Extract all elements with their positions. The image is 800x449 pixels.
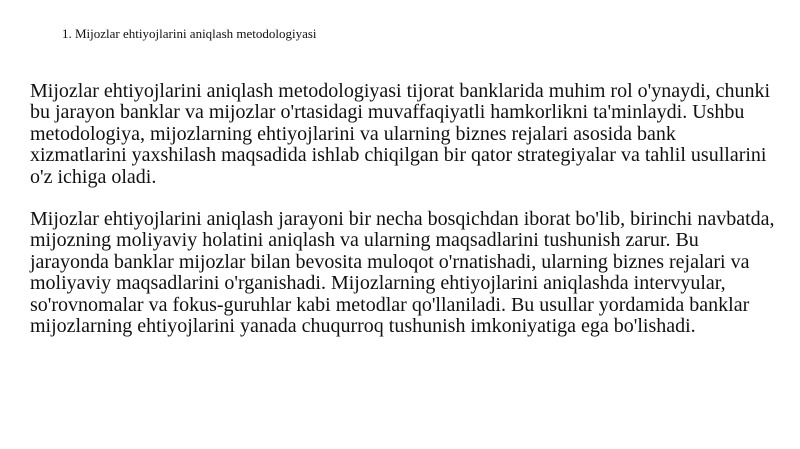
paragraph-2: Mijozlar ehtiyojlarini aniqlash jarayoni bir necha bosqichdan iborat bo'lib, birinchi navbatda, mijozning moliyaviy holatini aniqlash va ularning maqsadlarini tushunish zarur. Bu jarayonda banklar mijozlar bilan bevosita muloqot o'rnatishadi, ularning biznes rejalari va moliyaviy maqsadlarini o'rganishadi. Mijozlarning ehtiyojlarini aniqlashda intervyular, so'rovnomalar va fokus-guruhlar kabi metodlar qo'llaniladi. Bu usullar yordamida banklar mijozlarning ehtiyojlarini yanada chuqurroq tushunish imkoniyatiga ega bo'lishadi. bbox=[30, 208, 775, 338]
body-text bbox=[30, 81, 775, 337]
section-heading: 1. Mijozlar ehtiyojlarini aniqlash metodologiyasi bbox=[62, 26, 317, 41]
paragraph-1: Mijozlar ehtiyojlarini aniqlash metodologiyasi tijorat banklarida muhim rol o'ynaydi, chunki bu jarayon banklar va mijozlar o'rtasidagi muvaffaqiyatli hamkorlikni ta'minlaydi. Ushbu metodologiya, mijozlarning ehtiyojlarini va ularning biznes rejalari asosida bank xizmatlarini yaxshilash maqsadida ishlab chiqilgan bir qator strategiyalar va tahlil usullarini o'z ichiga oladi. bbox=[30, 80, 771, 188]
